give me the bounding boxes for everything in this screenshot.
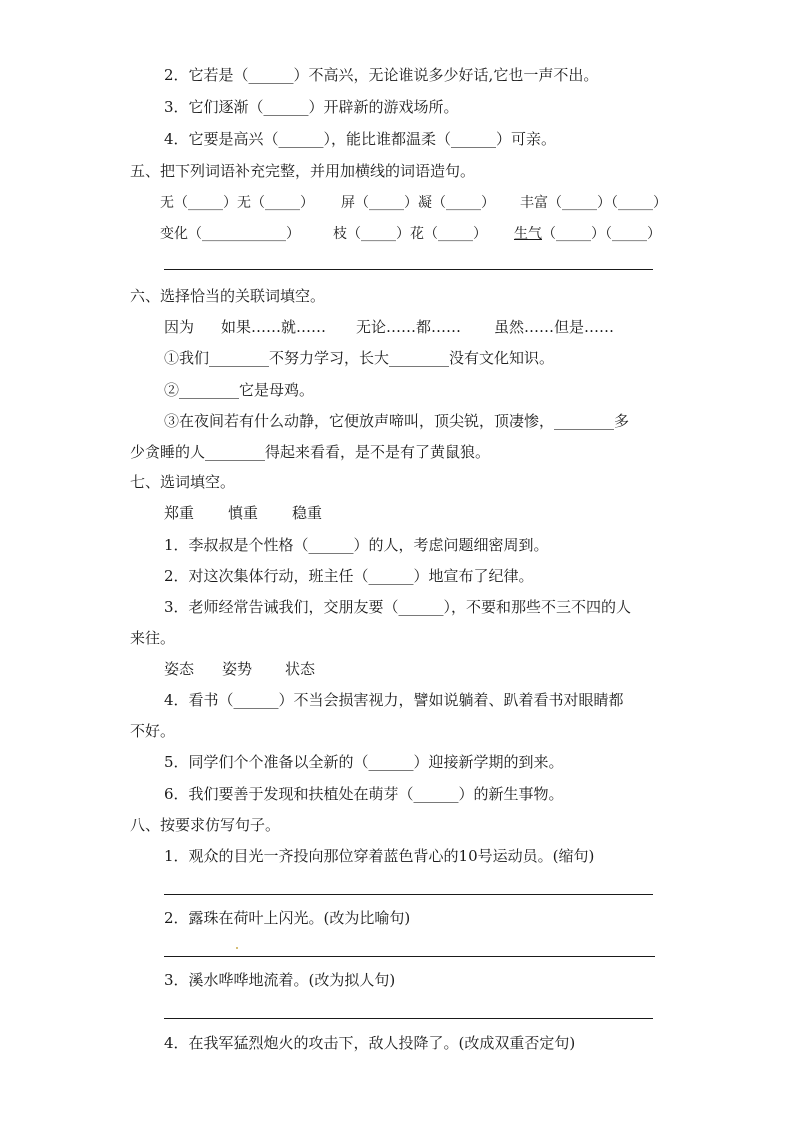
stray-mark [236,947,238,949]
s8-q3: 3．溪水哗哗地流着。(改为拟人句) [164,971,396,989]
s6-heading: 六、选择恰当的关联词填空。 [130,287,326,305]
s7-heading: 七、选词填空。 [130,473,236,491]
s7-q5: 5．同学们个个准备以全新的（______）迎接新学期的到来。 [164,753,564,771]
answer-line-s8-q1[interactable] [164,894,653,895]
s6-sentence-2: ②________它是母鸡。 [164,381,315,399]
s5-row1-c: 丰富（_____）（_____） [520,195,667,211]
s7-q3b: 来往。 [130,629,176,647]
s4-q3: 3．它们逐渐（______）开辟新的游戏场所。 [164,98,459,116]
s7-q4a: 4．看书（______）不当会损害视力，譬如说躺着、趴着看书对眼睛都 [164,691,624,709]
s7-word-6: 状态 [285,660,316,678]
s6-option-4: 虽然……但是…… [494,318,615,336]
s7-q6: 6．我们要善于发现和扶植处在萌芽（______）的新生事物。 [164,785,564,803]
s6-sentence-3a: ③在夜间若有什么动静，它便放声啼叫，顶尖锐，顶凄惨，________多 [164,412,630,430]
s7-word-3: 稳重 [292,504,323,522]
s6-sentence-3b: 少贪睡的人________得起来看看，是不是有了黄鼠狼。 [130,443,491,461]
answer-line-s8-q3[interactable] [164,1018,653,1019]
s4-q2: 2．它若是（______）不高兴，无论谁说多少好话,它也一声不出。 [164,66,599,84]
s8-q4: 4．在我军猛烈炮火的攻击下，敌人投降了。(改成双重否定句) [164,1034,576,1052]
s8-heading: 八、按要求仿写句子。 [130,816,281,834]
s4-q4: 4．它要是高兴（______），能比谁都温柔（______）可亲。 [164,130,557,148]
s6-option-3: 无论……都…… [356,318,462,336]
s7-word-4: 姿态 [164,660,195,678]
s5-row2-c [514,224,661,244]
s7-word-2: 慎重 [228,504,259,522]
answer-line-s5[interactable] [164,269,653,270]
s7-q4b: 不好。 [130,722,176,740]
s5-row1-b: 屏（_____）凝（_____） [341,195,495,211]
s7-q1: 1．李叔叔是个性格（______）的人，考虑问题细密周到。 [164,536,549,554]
s5-row1-a: 无（_____）无（_____） [160,195,314,211]
s7-word-1: 郑重 [164,504,195,522]
s5-row2-c-blanks: （_____）（_____） [542,226,661,242]
s6-option-2: 如果……就…… [221,318,327,336]
s6-option-1: 因为 [164,318,195,336]
s5-row2-b: 枝（_____）花（_____） [333,226,487,242]
s5-heading: 五、把下列词语补充完整，并用加横线的词语造句。 [130,162,476,180]
s5-row2-a: 变化（____________） [160,226,300,242]
s8-q1: 1．观众的目光一齐投向那位穿着蓝色背心的10号运动员。(缩句) [164,847,595,865]
s8-q2: 2．露珠在荷叶上闪光。(改为比喻句) [164,909,411,927]
s6-sentence-1: ①我们________不努力学习，长大________没有文化知识。 [164,349,555,367]
s7-word-5: 姿势 [222,660,253,678]
underlined-word: 生气 [514,226,542,242]
answer-line-s8-q2[interactable] [164,956,655,957]
s7-q3a: 3．老师经常告诫我们，交朋友要（______），不要和那些不三不四的人 [164,598,632,616]
s7-q2: 2．对这次集体行动，班主任（______）地宣布了纪律。 [164,567,534,585]
